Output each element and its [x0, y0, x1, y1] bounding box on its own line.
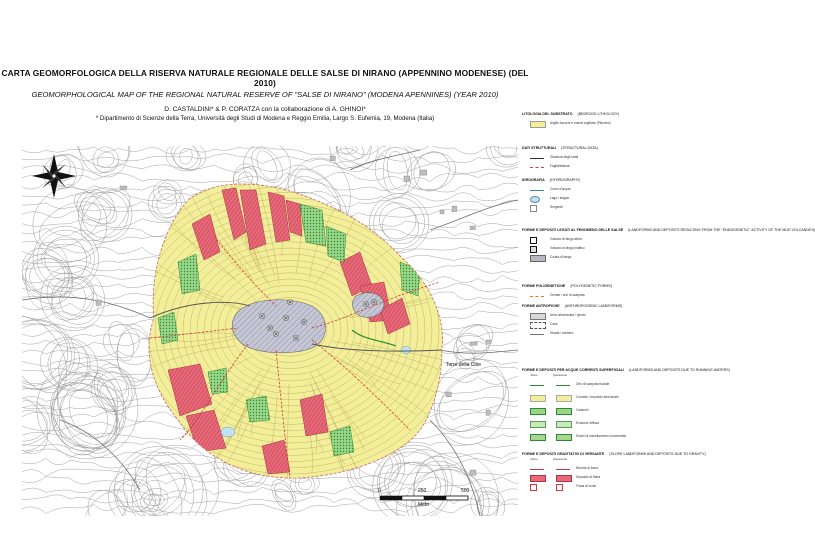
legend-swatch: [530, 421, 546, 428]
legend-swatch: [530, 293, 544, 297]
legend-swatch: [556, 408, 572, 415]
legend-item-label: Vulcano di fango inattivo: [550, 246, 585, 250]
legend-section-subtitle: (ANTHROPOGENIC LANDFORMS): [564, 304, 623, 308]
legend-section-title: FORME E DEPOSITI LEGATI AL FENOMENO DELLE SALSE: [522, 228, 624, 232]
legend-section-subtitle: (STRUCTURAL DATA): [561, 146, 598, 150]
legend-item-label: Argille Azzurre e marne argillose (Pliocene): [550, 121, 612, 125]
legend-swatch: [530, 484, 537, 491]
legend-item-label: Solchi di ruscellamento concentrato: [576, 434, 627, 438]
legend-swatch: [530, 246, 537, 253]
legend-section-2: [522, 178, 580, 182]
legend-swatch: [530, 322, 546, 329]
legend-section-7: [522, 452, 706, 456]
legend-swatch: [556, 475, 572, 482]
legend-item-label: Nicchia di frana: [576, 466, 598, 470]
map-legend: [522, 112, 815, 512]
legend-swatch: [556, 395, 572, 402]
legend-section-subtitle: (POLYGENETIC FORMS): [570, 284, 612, 288]
legend-item-label: Orlo di scarpata fluviale: [576, 382, 610, 386]
legend-section-title: DATI STRUTTURALI: [522, 146, 557, 150]
legend-section-title: FORME ANTROPICHE: [522, 304, 560, 308]
legend-item-label: Giacitura degli strati: [550, 155, 579, 159]
legend-swatch: [530, 434, 546, 441]
legend-item-label: Strada / sentiero: [550, 331, 574, 335]
title-italian: CARTA GEOMORFOLOGICA DELLA RISERVA NATURALE REGIONALE DELLE SALSE DI NIRANO (APPENNINO MODENESE) (DEL 2010): [1, 68, 529, 88]
legend-item-label: Vulcano di fango attivo: [550, 237, 583, 241]
legend-section-0: [522, 112, 619, 116]
legend-section-subtitle: (BEDROCK LITHOLOGY): [577, 112, 620, 116]
scale-bar: [380, 496, 468, 500]
legend-swatch: [530, 475, 546, 482]
legend-swatch: [530, 382, 544, 386]
legend-section-title: FORME POLIGENETICHE: [522, 284, 566, 288]
legend-column-title: Attivo: [530, 457, 538, 461]
legend-swatch: [530, 408, 546, 415]
lake: [221, 427, 235, 437]
place-label: Torre della Cibe: [446, 362, 482, 368]
legend-item-label: Cava: [550, 322, 558, 326]
legend-item-label: Lago / stagno: [550, 196, 570, 200]
legend-item-label: Area urbanizzata / riporto: [550, 313, 586, 317]
legend-item-label: Erosione diffusa: [576, 421, 599, 425]
affiliation-line: * Dipartimento di Scienze della Terra, Università degli Studi di Modena e Reggio Emilia, Largo S. Eufemia, 19, Modena (Italia): [95, 115, 435, 122]
legend-section-subtitle: (LANDFORMS AND DEPOSITS RESULTING FROM THE "ENDOGENETIC" ACTIVITY OF THE MUD VOLCANOES): [628, 228, 815, 232]
authors-line: D. CASTALDINI* & P. CORATZA con la collaborazione di A. GHINOI*: [164, 106, 366, 113]
legend-section-4: [522, 284, 612, 288]
mud-volcano-field: [232, 300, 325, 353]
legend-section-1: [522, 146, 598, 150]
legend-section-title: IDROGRAFIA: [522, 178, 545, 182]
scale-tick-250: 250: [418, 488, 427, 494]
legend-section-title: FORME E DEPOSITI GRAVITATIVI DI VERSANTE: [522, 452, 605, 456]
legend-swatch: [530, 313, 546, 320]
legend-section-5: [522, 304, 622, 308]
mud-volcano-field-east: [353, 293, 384, 318]
legend-item-label: Calanchi: [576, 408, 589, 412]
legend-swatch: [556, 466, 570, 470]
legend-swatch: [530, 237, 537, 244]
scale-unit: Metri: [418, 502, 430, 508]
legend-swatch: [530, 196, 540, 203]
legend-column-title: Attivo: [530, 373, 538, 377]
legend-section-subtitle: (SLOPE LANDFORMS AND DEPOSITS DUE TO GRAVITY): [609, 452, 706, 456]
legend-swatch: [530, 121, 546, 128]
legend-column-title: Quiescente: [552, 457, 568, 461]
legend-section-title: FORME E DEPOSITI PER ACQUE CORRENTI SUPERFICIALI: [522, 368, 625, 372]
legend-item-label: Corso d'acqua: [550, 187, 571, 191]
legend-item-label: Sorgente: [550, 205, 563, 209]
legend-section-subtitle: (HYDROGRAPHY): [549, 178, 581, 182]
legend-item-label: Crinale / orlo di scarpata: [550, 293, 585, 297]
legend-swatch: [530, 466, 544, 470]
legend-section-title: LITOLOGIA DEL SUBSTRATO: [522, 112, 573, 116]
legend-section-6: [522, 368, 730, 372]
legend-swatch: [530, 255, 546, 262]
legend-swatch: [556, 434, 572, 441]
legend-item-label: Frana di crollo: [576, 484, 597, 488]
scale-tick-500: 500: [461, 488, 470, 494]
legend-swatch: [556, 382, 570, 386]
legend-swatch: [530, 331, 544, 335]
scale-tick-0: 0: [378, 488, 381, 494]
legend-swatch: [556, 484, 563, 491]
legend-item-label: Deposito di frana: [576, 475, 601, 479]
legend-item-label: Faglia/fratture: [550, 164, 570, 168]
legend-swatch: [530, 205, 537, 212]
lake-2: [401, 347, 411, 354]
legend-swatch: [530, 164, 544, 168]
legend-swatch: [556, 421, 572, 428]
legend-swatch: [530, 395, 546, 402]
legend-item-label: Conoide / deposito alluvionale: [576, 395, 619, 399]
legend-column-title: Quiescente: [552, 373, 568, 377]
legend-section-3: [522, 228, 815, 232]
title-english: GEOMORPHOLOGICAL MAP OF THE REGIONAL NATURAL RESERVE OF "SALSE DI NIRANO" (MODENA APENNINES) (YEAR 2010): [31, 90, 499, 99]
legend-swatch: [530, 155, 544, 159]
legend-swatch: [530, 187, 544, 191]
legend-section-subtitle: (LANDFORMS AND DEPOSITS DUE TO RUNNING WATERS): [629, 368, 730, 372]
legend-item-label: Colata di fango: [550, 255, 572, 259]
